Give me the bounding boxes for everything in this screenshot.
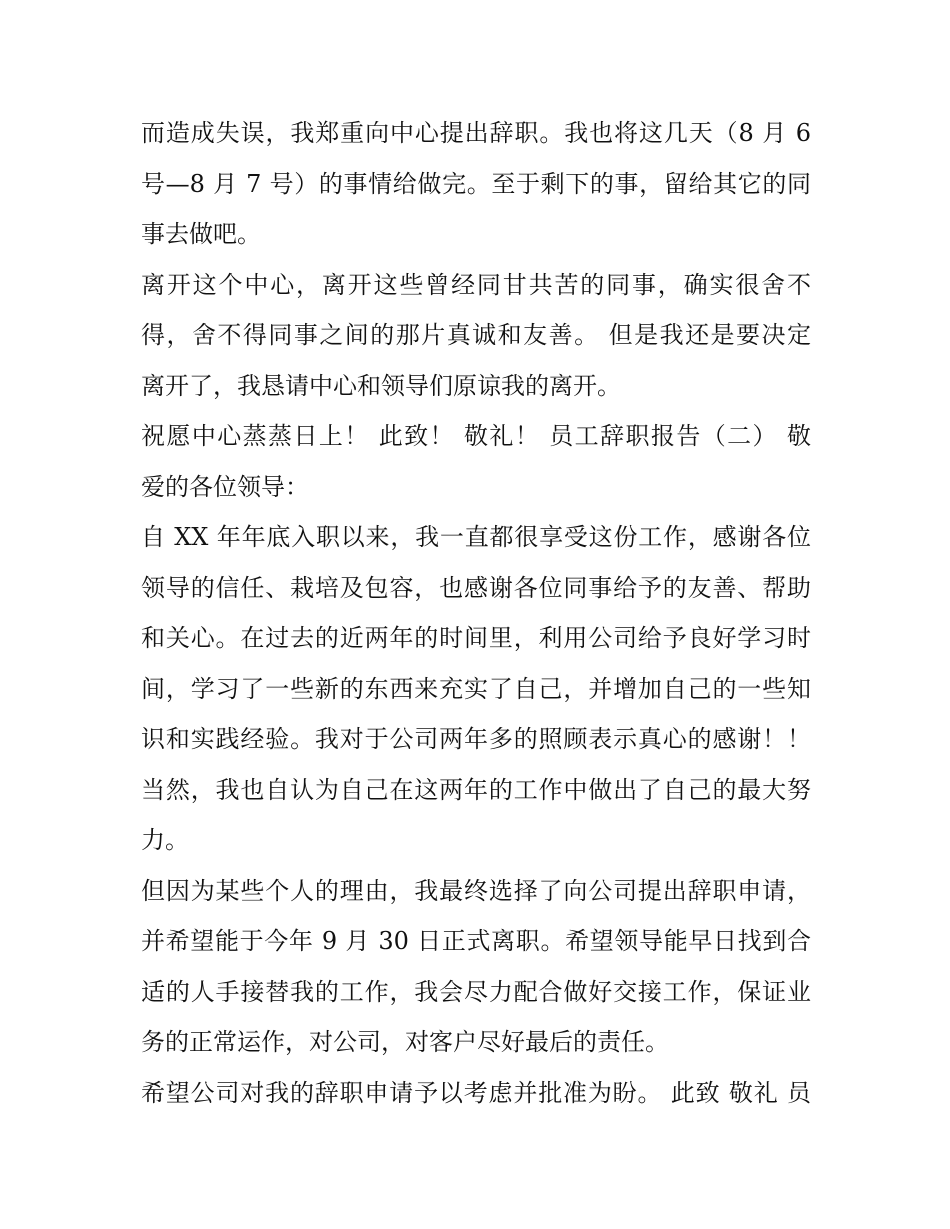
text-line: 离开了，我恳请中心和领导们原谅我的离开。 — [141, 371, 621, 400]
text-line: 和关心。在过去的近两年的时间里，利用公司给予良好学习时 — [141, 624, 811, 652]
text-line: 而造成失误，我郑重向中心提出辞职。我也将这几天（8 月 6 — [141, 119, 811, 147]
text-line: 得，舍不得同事之间的那片真诚和友善。 但是我还是要决定 — [141, 321, 811, 349]
text-line: 离开这个中心，离开这些曾经同甘共苦的同事，确实很舍不 — [141, 270, 811, 299]
text-line: 适的人手接替我的工作，我会尽力配合做好交接工作，保证业 — [141, 977, 811, 1006]
text-line: 号—8 月 7 号）的事情给做完。至于剩下的事，留给其它的同 — [141, 169, 811, 198]
text-line: 力。 — [141, 826, 189, 854]
text-line: 自 XX 年年底入职以来，我一直都很享受这份工作，感谢各位 — [141, 523, 811, 551]
text-line: 当然，我也自认为自己在这两年的工作中做出了自己的最大努 — [141, 775, 811, 804]
text-line: 识和实践经验。我对于公司两年多的照顾表示真心的感谢！！ — [141, 725, 811, 753]
document-body — [141, 108, 811, 1118]
text-line: 事去做吧。 — [141, 220, 261, 248]
text-line: 希望公司对我的辞职申请予以考虑并批准为盼。 此致 敬礼 员 — [141, 1078, 811, 1107]
text-line: 务的正常运作，对公司，对客户尽好最后的责任。 — [141, 1028, 669, 1056]
text-line: 间，学习了一些新的东西来充实了自己，并增加自己的一些知 — [141, 674, 811, 703]
text-line: 但因为某些个人的理由，我最终选择了向公司提出辞职申请， — [141, 876, 811, 905]
text-line: 祝愿中心蒸蒸日上！ 此致！ 敬礼！ 员工辞职报告（二） 敬 — [141, 422, 811, 450]
text-line: 并希望能于今年 9 月 30 日正式离职。希望领导能早日找到合 — [141, 927, 811, 955]
text-line: 爱的各位领导： — [141, 472, 309, 501]
text-line: 领导的信任、栽培及包容，也感谢各位同事给予的友善、帮助 — [141, 573, 811, 602]
